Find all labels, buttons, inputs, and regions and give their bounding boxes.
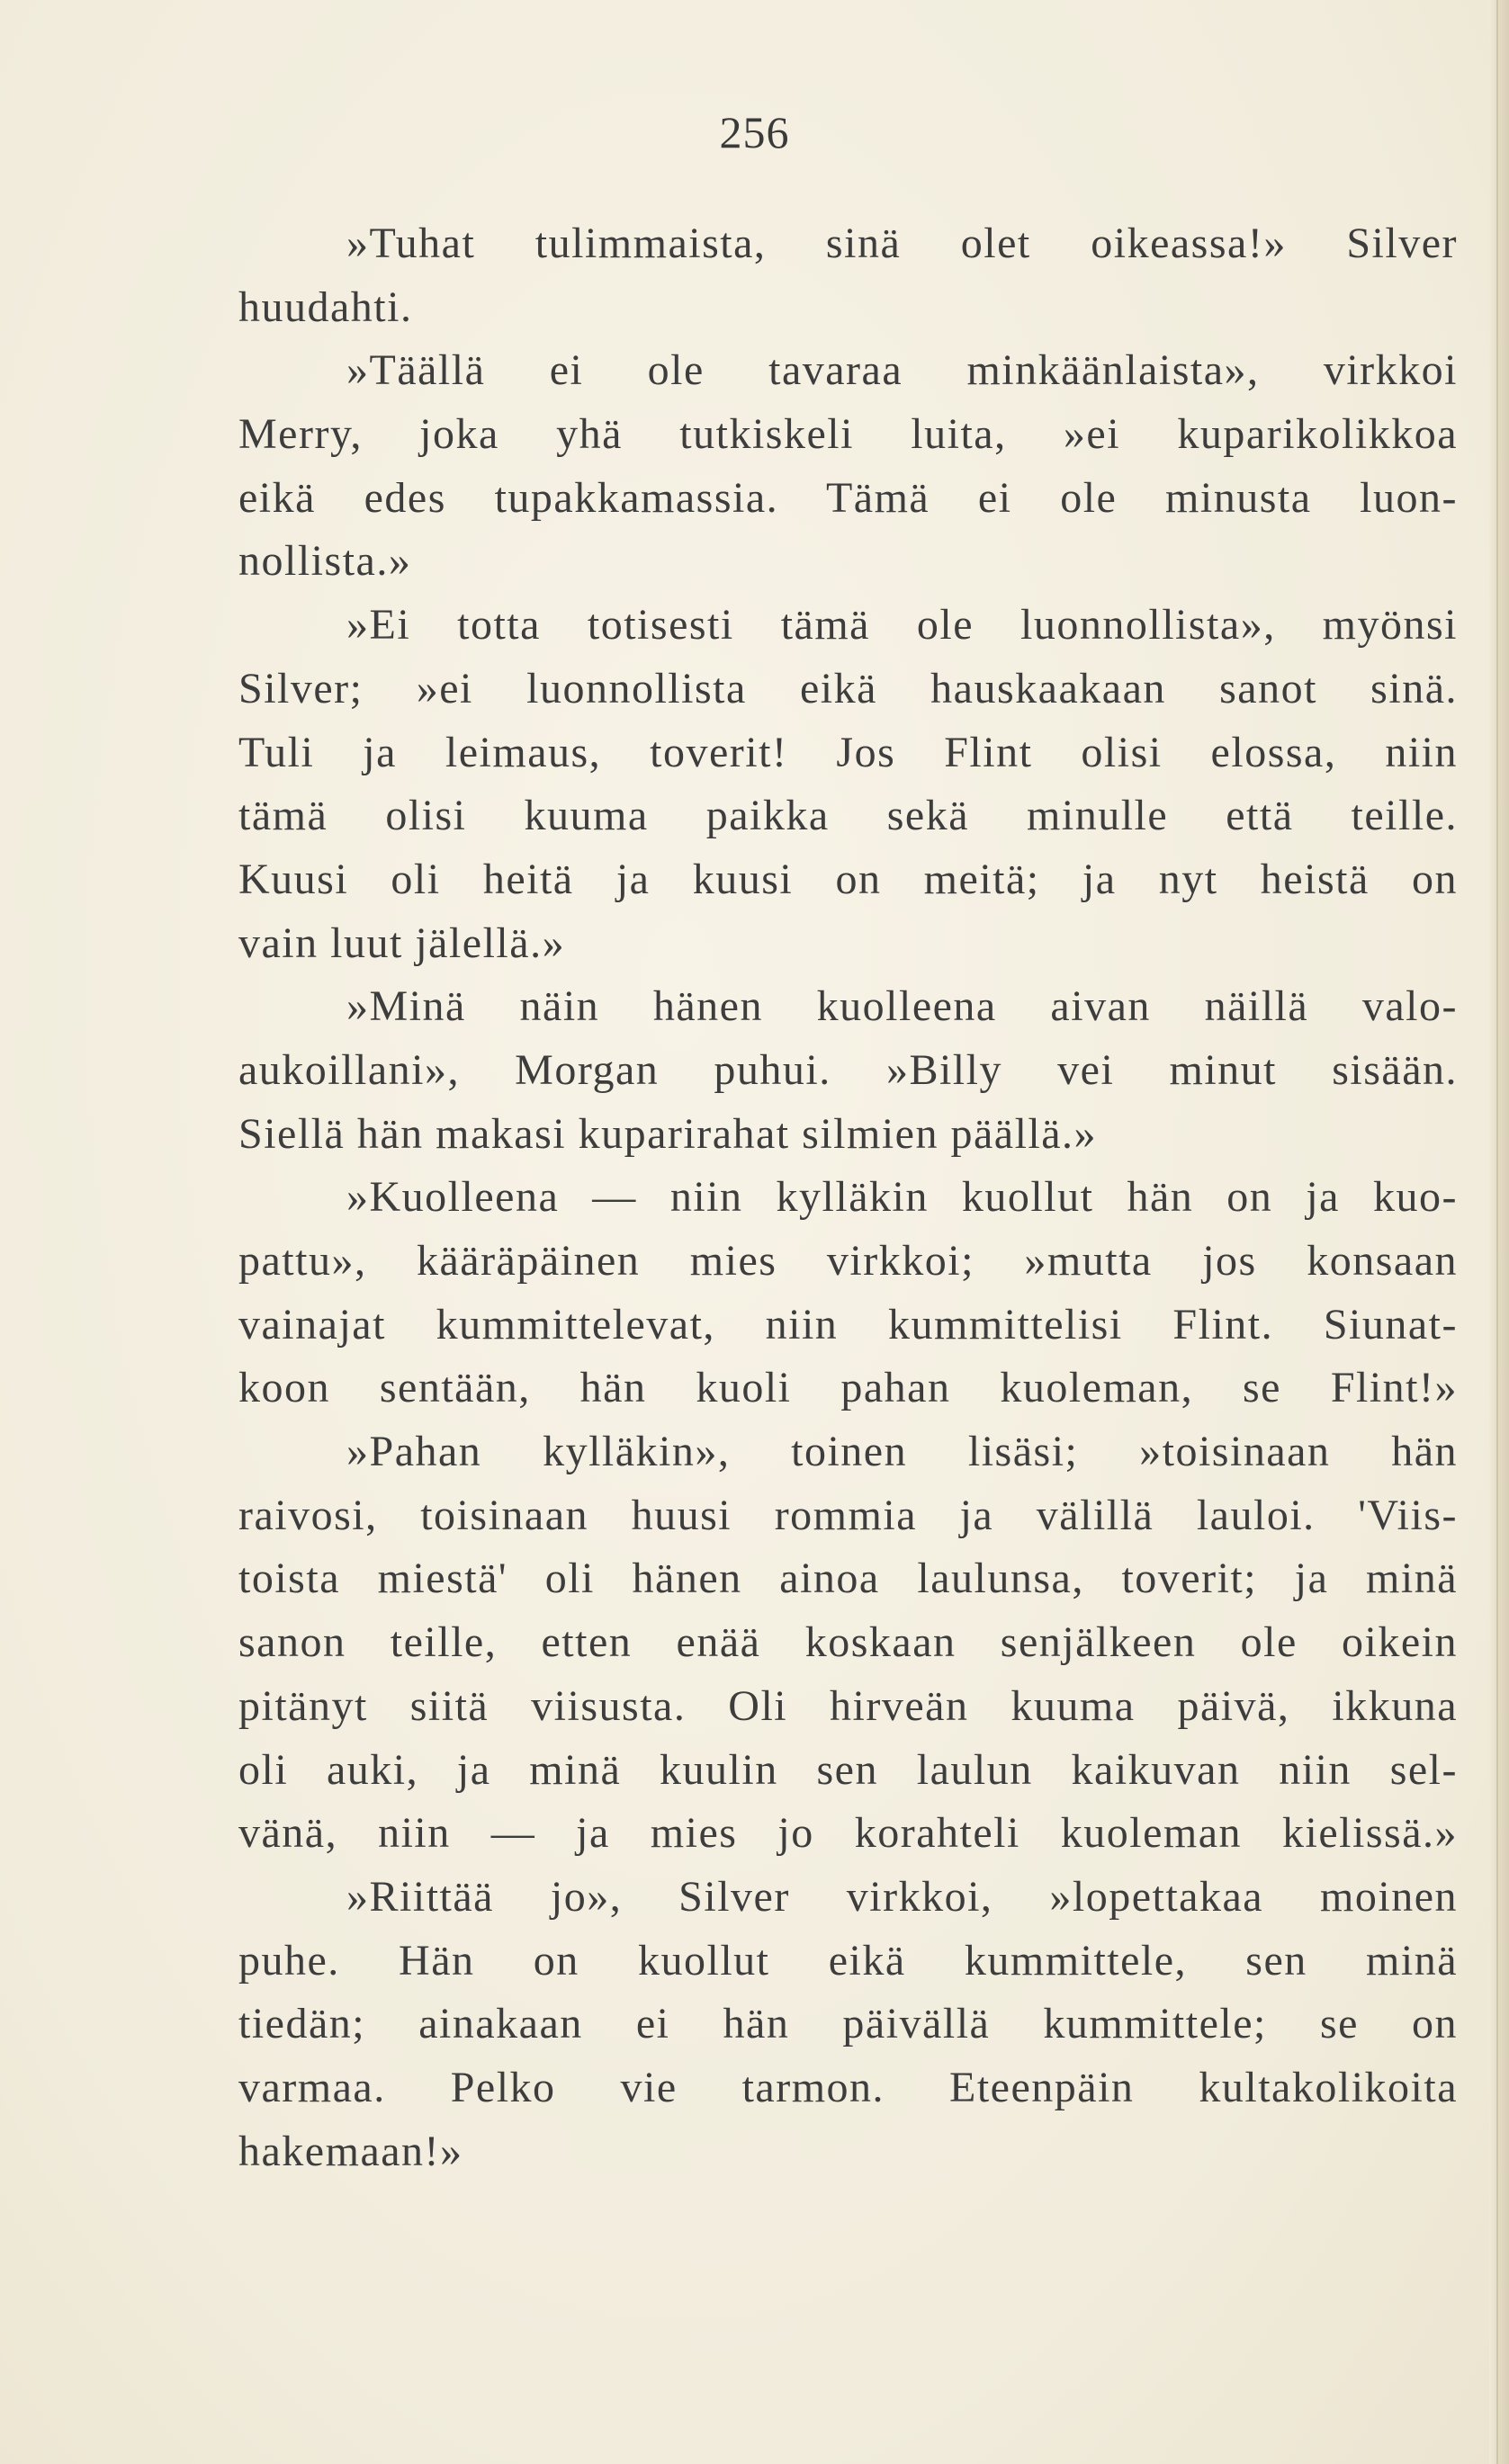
text-line: Siellä hän makasi kuparirahat silmien päällä.» — [238, 1109, 1098, 1158]
text-line: Tuli ja leimaus, toverit! Jos Flint olisi elossa, niin — [238, 728, 1458, 776]
text-line: tiedän; ainakaan ei hän päivällä kummittele; se on — [238, 2000, 1458, 2048]
text-line: »Ei totta totisesti tämä ole luonnollista», myönsi — [346, 601, 1458, 650]
text-line: aukoillani», Morgan puhui. »Billy vei minut sisään. — [238, 1045, 1458, 1094]
text-line: »Tuhat tulimmaista, sinä olet oikeassa!» Silver — [346, 220, 1458, 267]
text-line: sanon teille, etten enää koskaan senjälkeen ole oikein — [238, 1618, 1458, 1667]
text-line: nollista.» — [238, 537, 412, 586]
text-line: vain luut jälellä.» — [238, 918, 566, 967]
page-binding-edge — [1489, 0, 1509, 2464]
text-line: koon sentään, hän kuoli pahan kuoleman, se Flint!» — [238, 1364, 1458, 1412]
page-number: 256 — [719, 107, 790, 157]
text-line: Merry, joka yhä tutkiskeli luita, »ei kuparikolikkoa — [238, 410, 1458, 459]
text-line: toista miestä' oli hänen ainoa laulunsa, toverit; ja minä — [238, 1555, 1458, 1603]
text-line: »Minä näin hänen kuolleena aivan näillä valo- — [346, 982, 1458, 1031]
text-line: raivosi, toisinaan huusi rommia ja välillä lauloi. 'Viis- — [238, 1491, 1458, 1539]
text-line: hakemaan!» — [238, 2127, 463, 2175]
text-line: oli auki, ja minä kuulin sen laulun kaikuvan niin sel- — [238, 1745, 1458, 1794]
text-line: puhe. Hän on kuollut eikä kummittele, sen minä — [238, 1936, 1458, 1985]
text-line: vainajat kummittelevat, niin kummittelisi Flint. Siunat- — [238, 1300, 1458, 1348]
text-line: »Täällä ei ole tavaraa minkäänlaista», virkkoi — [346, 346, 1458, 395]
text-line: tämä olisi kuuma paikka sekä minulle että teille. — [238, 792, 1458, 840]
text-line: »Riittää jo», Silver virkkoi, »lopettakaa moinen — [346, 1872, 1458, 1921]
text-line: eikä edes tupakkamassia. Tämä ei ole minusta luon- — [238, 473, 1458, 522]
text-line: »Kuolleena — niin kylläkin kuollut hän on ja kuo- — [346, 1173, 1458, 1222]
text-line: pitänyt siitä viisusta. Oli hirveän kuuma päivä, ikkuna — [238, 1681, 1458, 1730]
body-text — [238, 212, 1458, 2183]
text-line: »Pahan kylläkin», toinen lisäsi; »toisinaan hän — [346, 1428, 1458, 1476]
text-line: varmaa. Pelko vie tarmon. Eteenpäin kultakolikoita — [238, 2063, 1458, 2111]
text-line: vänä, niin — ja mies jo korahteli kuoleman kielissä.» — [238, 1809, 1458, 1858]
text-line: huudahti. — [238, 282, 413, 331]
text-line: pattu», kääräpäinen mies virkkoi; »mutta jos konsaan — [238, 1237, 1458, 1285]
text-line: Silver; »ei luonnollista eikä hauskaakaan sanot sinä. — [238, 664, 1458, 712]
text-line: Kuusi oli heitä ja kuusi on meitä; ja nyt heistä on — [238, 855, 1458, 903]
